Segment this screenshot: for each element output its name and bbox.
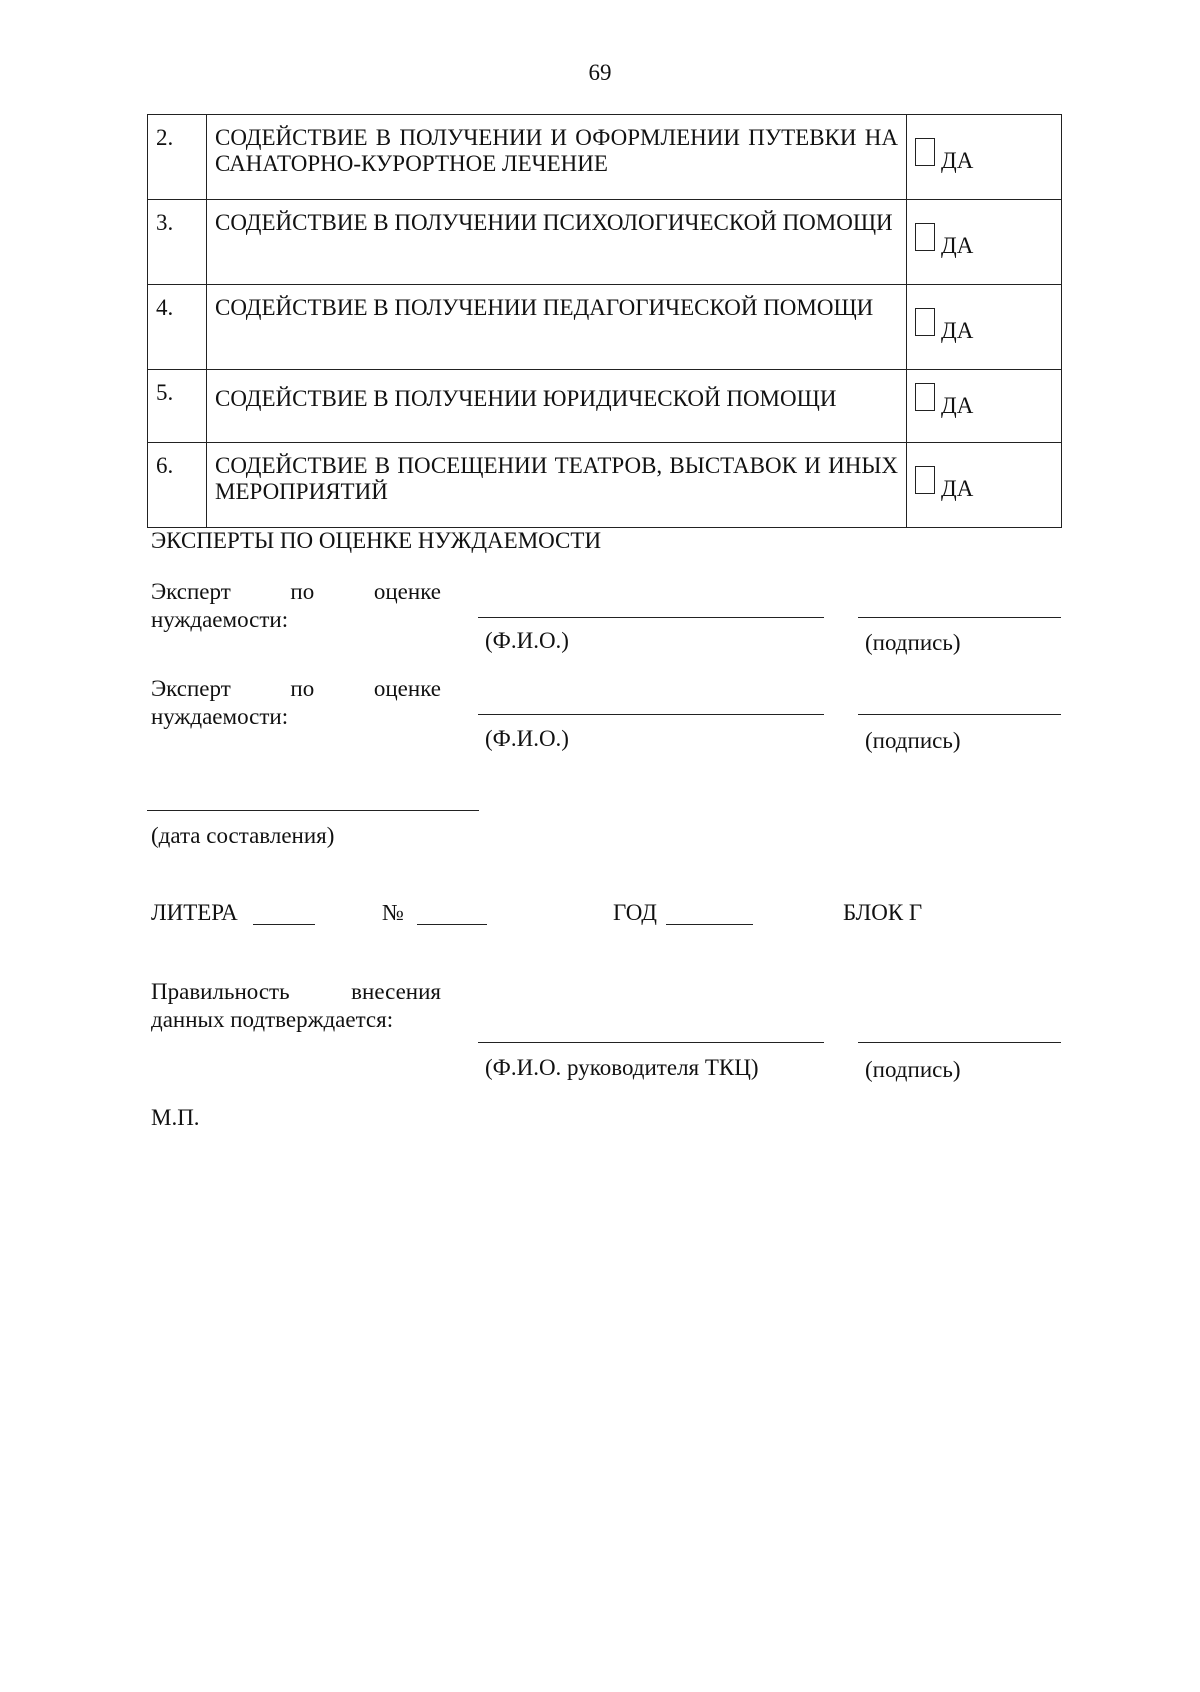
number-field-line[interactable] bbox=[417, 924, 487, 925]
litera-label: ЛИТЕРА bbox=[151, 900, 238, 925]
experts-heading: ЭКСПЕРТЫ ПО ОЦЕНКЕ НУЖДАЕМОСТИ bbox=[151, 528, 602, 553]
date-line[interactable] bbox=[147, 810, 479, 811]
expert-label-line1: Эксперт по оценке bbox=[151, 579, 441, 604]
fio-signature-line[interactable] bbox=[478, 714, 824, 715]
page-number: 69 bbox=[588, 60, 612, 85]
fio-caption: (Ф.И.О.) bbox=[485, 726, 569, 751]
confirmation-label-line2: данных подтверждается: bbox=[151, 1007, 394, 1032]
head-fio-line[interactable] bbox=[478, 1042, 824, 1043]
fio-signature-line[interactable] bbox=[478, 617, 824, 618]
service-description: СОДЕЙСТВИЕ В ПОЛУЧЕНИИ И ОФОРМЛЕНИИ ПУТЕВКИ НА САНАТОРНО-КУРОРТНОЕ ЛЕЧЕНИЕ bbox=[207, 115, 907, 200]
row-number: 5. bbox=[148, 370, 207, 443]
checkbox[interactable] bbox=[915, 383, 935, 411]
service-description: СОДЕЙСТВИЕ В ПОЛУЧЕНИИ ПЕДАГОГИЧЕСКОЙ ПОМОЩИ bbox=[207, 285, 907, 370]
head-fio-caption: (Ф.И.О. руководителя ТКЦ) bbox=[485, 1055, 759, 1080]
checkbox[interactable] bbox=[915, 308, 935, 336]
signature-caption: (подпись) bbox=[865, 630, 961, 655]
checkbox-label: ДА bbox=[941, 392, 974, 418]
year-label: ГОД bbox=[613, 900, 657, 925]
checkbox-label: ДА bbox=[941, 232, 974, 258]
row-number: 4. bbox=[148, 285, 207, 370]
year-field-line[interactable] bbox=[666, 924, 753, 925]
signature-caption: (подпись) bbox=[865, 728, 961, 753]
checkbox-label: ДА bbox=[941, 317, 974, 343]
stamp-place: М.П. bbox=[151, 1105, 200, 1130]
checkbox-cell[interactable] bbox=[907, 200, 1062, 285]
confirmation-label-line1: Правильность внесения bbox=[151, 979, 441, 1004]
service-description: СОДЕЙСТВИЕ В ПОСЕЩЕНИИ ТЕАТРОВ, ВЫСТАВОК И ИНЫХ МЕРОПРИЯТИЙ bbox=[207, 443, 907, 528]
checkbox-cell[interactable] bbox=[907, 370, 1062, 443]
service-description: СОДЕЙСТВИЕ В ПОЛУЧЕНИИ ЮРИДИЧЕСКОЙ ПОМОЩИ bbox=[207, 370, 907, 443]
row-number: 2. bbox=[148, 115, 207, 200]
fio-caption: (Ф.И.О.) bbox=[485, 628, 569, 653]
table-row bbox=[148, 115, 1062, 200]
checkbox-label: ДА bbox=[941, 147, 974, 173]
head-signature-line[interactable] bbox=[858, 1042, 1061, 1043]
checkbox[interactable] bbox=[915, 138, 935, 166]
signature-line[interactable] bbox=[858, 714, 1061, 715]
row-number: 3. bbox=[148, 200, 207, 285]
checkbox-cell[interactable] bbox=[907, 443, 1062, 528]
expert-label bbox=[151, 578, 441, 634]
row-number: 6. bbox=[148, 443, 207, 528]
litera-field-line[interactable] bbox=[253, 924, 315, 925]
services-table bbox=[147, 114, 1062, 528]
head-signature-caption: (подпись) bbox=[865, 1057, 961, 1082]
checkbox[interactable] bbox=[915, 466, 935, 494]
signature-line[interactable] bbox=[858, 617, 1061, 618]
checkbox[interactable] bbox=[915, 223, 935, 251]
expert-label-line1: Эксперт по оценке bbox=[151, 676, 441, 701]
table-row bbox=[148, 200, 1062, 285]
checkbox-cell[interactable] bbox=[907, 115, 1062, 200]
checkbox-label: ДА bbox=[941, 475, 974, 501]
table-row bbox=[148, 285, 1062, 370]
table-row bbox=[148, 443, 1062, 528]
expert-label-line2: нуждаемости: bbox=[151, 704, 289, 729]
date-caption: (дата составления) bbox=[151, 823, 335, 848]
expert-label bbox=[151, 675, 441, 731]
confirmation-label bbox=[151, 978, 441, 1034]
number-label: № bbox=[382, 900, 404, 925]
service-description: СОДЕЙСТВИЕ В ПОЛУЧЕНИИ ПСИХОЛОГИЧЕСКОЙ ПОМОЩИ bbox=[207, 200, 907, 285]
checkbox-cell[interactable] bbox=[907, 285, 1062, 370]
table-row bbox=[148, 370, 1062, 443]
expert-label-line2: нуждаемости: bbox=[151, 607, 289, 632]
block-label: БЛОК Г bbox=[843, 900, 923, 925]
